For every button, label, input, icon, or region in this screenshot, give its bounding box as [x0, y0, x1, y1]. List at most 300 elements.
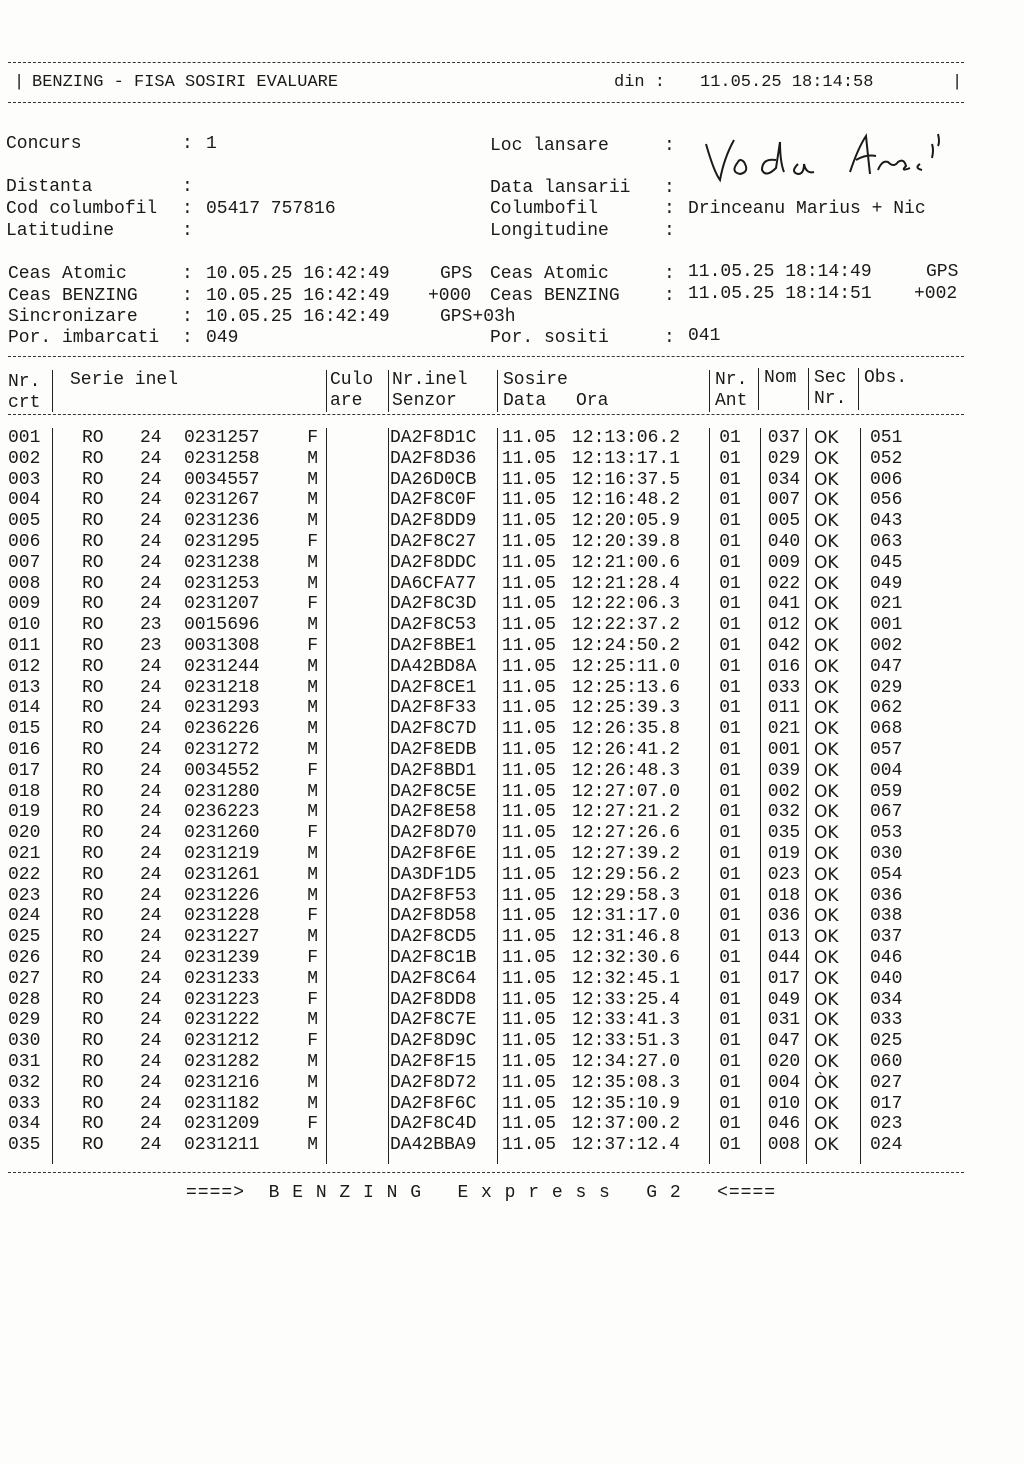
col-culoare-2: are: [330, 391, 363, 411]
table-row: [8, 553, 970, 574]
table-row: [8, 761, 970, 782]
table-row: [8, 449, 970, 470]
col-nr-1: Nr.: [8, 372, 41, 392]
ceas-benzing-start-value: 10.05.25 16:42:49: [206, 286, 390, 306]
row-number: 035: [8, 1135, 41, 1156]
table-row: [8, 657, 970, 678]
row-sex: M: [307, 864, 318, 885]
row-ant: 01: [719, 594, 741, 615]
row-sec: OK: [814, 927, 839, 948]
row-sex: M: [307, 656, 318, 677]
footer-banner: ====> B E N Z I N G E x p r e s s G 2 <====: [186, 1183, 777, 1203]
row-sensor-ring: DA2F8EDB: [390, 739, 477, 760]
row-number: 018: [8, 781, 41, 802]
col-separator: [758, 368, 759, 410]
row-ant: 01: [719, 781, 741, 802]
row-sec: OK: [814, 989, 839, 1010]
row-sensor-ring: DA26D0CB: [390, 469, 477, 490]
row-sensor-ring: DA3DF1D5: [390, 864, 477, 885]
row-ring-series: 0231238: [184, 552, 260, 573]
row-sensor-ring: DA2F8E58: [390, 802, 477, 823]
row-ring-series: 0231239: [184, 947, 260, 968]
arrivals-table: [8, 428, 970, 1156]
col-separator: [52, 370, 53, 412]
row-sex: F: [307, 906, 318, 927]
row-year: 24: [140, 428, 162, 448]
col-serie-inel: Serie inel: [70, 370, 179, 390]
row-sec: OK: [814, 615, 839, 636]
longitudine-colon: :: [664, 221, 675, 241]
row-ant: 01: [719, 448, 741, 469]
row-obs: 049: [870, 573, 903, 594]
row-ant: 01: [719, 719, 741, 740]
row-ring-series: 0231227: [184, 927, 260, 948]
table-row: [8, 1031, 970, 1052]
row-ring-series: 0231182: [184, 1093, 260, 1114]
row-country: RO: [82, 469, 104, 490]
row-arrival-time: 12:26:48.3: [572, 760, 681, 781]
colon: :: [182, 307, 193, 327]
row-sec: OK: [814, 864, 839, 885]
row-country: RO: [82, 511, 104, 532]
row-arrival-time: 12:33:51.3: [572, 1031, 681, 1052]
row-sensor-ring: DA2F8C64: [390, 968, 477, 989]
table-row: [8, 844, 970, 865]
distanta-label: Distanta: [6, 177, 93, 197]
row-country: RO: [82, 885, 104, 906]
table-row: [8, 1052, 970, 1073]
row-year: 24: [140, 677, 162, 698]
row-ring-series: 0231211: [184, 1135, 260, 1156]
row-color: [324, 1135, 386, 1156]
row-sex: M: [307, 698, 318, 719]
columbofil-label: Columbofil: [490, 199, 599, 219]
concurs-label: Concurs: [6, 134, 82, 154]
row-sex: F: [307, 428, 318, 448]
row-arrival-date: 11.05: [502, 573, 557, 594]
row-number: 009: [8, 594, 41, 615]
row-number: 014: [8, 698, 41, 719]
row-sex: F: [307, 947, 318, 968]
row-country: RO: [82, 760, 104, 781]
row-year: 24: [140, 927, 162, 948]
row-obs: 040: [870, 968, 903, 989]
col-nrinel-2: Senzor: [392, 391, 457, 411]
row-color: [324, 1010, 386, 1031]
row-ring-series: 0231219: [184, 843, 260, 864]
table-row: [8, 906, 970, 927]
ceas-atomic-start-label: Ceas Atomic: [8, 264, 127, 284]
row-arrival-date: 11.05: [502, 1114, 557, 1135]
table-row: [8, 802, 970, 823]
din-label: din :: [614, 73, 666, 92]
row-number: 004: [8, 490, 41, 511]
row-number: 030: [8, 1031, 41, 1052]
colon: :: [664, 264, 675, 284]
row-ring-series: 0231260: [184, 823, 260, 844]
data-lansarii-colon: :: [664, 178, 675, 198]
table-row: [8, 1010, 970, 1031]
row-sex: M: [307, 781, 318, 802]
row-sec: OK: [814, 947, 839, 968]
row-sec: OK: [814, 469, 839, 490]
row-ring-series: 0231253: [184, 573, 260, 594]
row-arrival-date: 11.05: [502, 656, 557, 677]
row-color: [324, 657, 386, 678]
ceas-benzing-end-value: 11.05.25 18:14:51: [688, 284, 872, 304]
latitudine-colon: :: [182, 221, 193, 241]
row-sec: OK: [814, 531, 839, 552]
sincronizare-label: Sincronizare: [8, 307, 138, 327]
col-culoare-1: Culo: [330, 370, 374, 390]
row-number: 016: [8, 739, 41, 760]
row-obs: 037: [870, 927, 903, 948]
row-sensor-ring: DA2F8D1C: [390, 428, 477, 448]
row-arrival-date: 11.05: [502, 968, 557, 989]
row-ant: 01: [719, 656, 741, 677]
row-sec: OK: [814, 968, 839, 989]
data-lansarii-label: Data lansarii: [490, 178, 631, 198]
row-number: 017: [8, 760, 41, 781]
row-ant: 01: [719, 428, 741, 448]
row-nom: 033: [767, 677, 801, 698]
row-number: 019: [8, 802, 41, 823]
table-row: [8, 511, 970, 532]
por-imbarcati-label: Por. imbarcati: [8, 328, 160, 348]
row-ring-series: 0034557: [184, 469, 260, 490]
row-country: RO: [82, 906, 104, 927]
table-row: [8, 490, 970, 511]
table-row: [8, 636, 970, 657]
colon: :: [182, 264, 193, 284]
row-country: RO: [82, 719, 104, 740]
row-sec: OK: [814, 698, 839, 719]
row-sensor-ring: DA42BBA9: [390, 1135, 477, 1156]
table-row: [8, 948, 970, 969]
row-sex: F: [307, 594, 318, 615]
row-color: [324, 844, 386, 865]
row-arrival-date: 11.05: [502, 719, 557, 740]
row-sensor-ring: DA2F8DD9: [390, 511, 477, 532]
row-color: [324, 636, 386, 657]
row-arrival-time: 12:32:30.6: [572, 947, 681, 968]
row-color: [324, 553, 386, 574]
row-obs: 001: [870, 615, 903, 636]
sincronizare-value: 10.05.25 16:42:49: [206, 307, 390, 327]
row-arrival-date: 11.05: [502, 1135, 557, 1156]
col-sec-2: Nr.: [814, 389, 847, 409]
row-year: 24: [140, 511, 162, 532]
row-sex: F: [307, 1031, 318, 1052]
row-country: RO: [82, 573, 104, 594]
row-color: [324, 1094, 386, 1115]
row-obs: 017: [870, 1093, 903, 1114]
row-nom: 037: [767, 428, 801, 448]
row-obs: 030: [870, 843, 903, 864]
row-sec: OK: [814, 1051, 839, 1072]
colon: :: [182, 328, 193, 348]
row-nom: 019: [767, 843, 801, 864]
row-sensor-ring: DA2F8C3D: [390, 594, 477, 615]
row-sec: OK: [814, 1135, 839, 1156]
row-color: [324, 1073, 386, 1094]
row-obs: 024: [870, 1135, 903, 1156]
row-ant: 01: [719, 615, 741, 636]
row-nom: 011: [767, 698, 801, 719]
row-arrival-date: 11.05: [502, 531, 557, 552]
row-obs: 006: [870, 469, 903, 490]
latitudine-label: Latitudine: [6, 221, 115, 241]
row-obs: 021: [870, 594, 903, 615]
row-sex: M: [307, 1051, 318, 1072]
row-arrival-time: 12:22:06.3: [572, 594, 681, 615]
col-obs: Obs.: [864, 368, 908, 388]
row-ant: 01: [719, 469, 741, 490]
row-ant: 01: [719, 968, 741, 989]
por-sositi-label: Por. sositi: [490, 328, 609, 348]
row-nom: 018: [767, 885, 801, 906]
row-sex: F: [307, 760, 318, 781]
col-sec-1: Sec: [814, 368, 847, 388]
row-sensor-ring: DA2F8C5E: [390, 781, 477, 802]
row-arrival-time: 12:37:12.4: [572, 1135, 681, 1156]
row-year: 24: [140, 594, 162, 615]
longitudine-label: Longitudine: [490, 221, 609, 241]
row-arrival-date: 11.05: [502, 1031, 557, 1052]
row-country: RO: [82, 656, 104, 677]
row-arrival-date: 11.05: [502, 552, 557, 573]
table-row: [8, 990, 970, 1011]
cod-columbofil-value: 05417 757816: [206, 199, 336, 219]
row-obs: 063: [870, 531, 903, 552]
row-sex: M: [307, 511, 318, 532]
row-color: [324, 594, 386, 615]
row-arrival-date: 11.05: [502, 947, 557, 968]
ceas-atomic-end-value: 11.05.25 18:14:49: [688, 262, 872, 282]
row-color: [324, 449, 386, 470]
row-number: 033: [8, 1093, 41, 1114]
sincronizare-suffix: GPS+03h: [440, 307, 516, 327]
row-year: 24: [140, 490, 162, 511]
row-sex: M: [307, 843, 318, 864]
table-row: [8, 1114, 970, 1135]
row-sec: OK: [814, 885, 839, 906]
row-arrival-time: 12:13:06.2: [572, 428, 681, 448]
col-sosire: Sosire: [503, 370, 568, 390]
row-country: RO: [82, 552, 104, 573]
row-nom: 041: [767, 594, 801, 615]
row-number: 032: [8, 1072, 41, 1093]
row-color: [324, 532, 386, 553]
row-obs: 029: [870, 677, 903, 698]
colon: :: [182, 286, 193, 306]
row-nom: 042: [767, 635, 801, 656]
row-sensor-ring: DA2F8C27: [390, 531, 477, 552]
row-color: [324, 761, 386, 782]
row-color: [324, 802, 386, 823]
row-ant: 01: [719, 1114, 741, 1135]
divider: [8, 356, 964, 357]
row-ant: 01: [719, 1093, 741, 1114]
row-ant: 01: [719, 552, 741, 573]
row-ant: 01: [719, 1051, 741, 1072]
row-arrival-date: 11.05: [502, 1072, 557, 1093]
row-country: RO: [82, 823, 104, 844]
table-row: [8, 1073, 970, 1094]
row-arrival-time: 12:26:41.2: [572, 739, 681, 760]
row-nom: 031: [767, 1010, 801, 1031]
row-ring-series: 0231209: [184, 1114, 260, 1135]
row-country: RO: [82, 531, 104, 552]
row-nom: 034: [767, 469, 801, 490]
row-ring-series: 0231218: [184, 677, 260, 698]
row-arrival-date: 11.05: [502, 677, 557, 698]
row-country: RO: [82, 802, 104, 823]
row-arrival-date: 11.05: [502, 698, 557, 719]
row-nom: 040: [767, 531, 801, 552]
row-color: [324, 865, 386, 886]
row-sec: OK: [814, 802, 839, 823]
row-ant: 01: [719, 531, 741, 552]
row-sex: M: [307, 1093, 318, 1114]
divider: [8, 102, 964, 103]
row-sec: OK: [814, 760, 839, 781]
row-color: [324, 678, 386, 699]
row-sensor-ring: DA2F8D9C: [390, 1031, 477, 1052]
row-sec: OK: [814, 739, 839, 760]
row-sex: M: [307, 1135, 318, 1156]
row-sec: OK: [814, 677, 839, 698]
row-year: 24: [140, 864, 162, 885]
row-arrival-date: 11.05: [502, 927, 557, 948]
row-ring-series: 0231257: [184, 428, 260, 448]
table-row: [8, 678, 970, 699]
row-country: RO: [82, 615, 104, 636]
col-sosire-ora: Ora: [576, 391, 609, 411]
row-nom: 002: [767, 781, 801, 802]
row-year: 24: [140, 760, 162, 781]
row-country: RO: [82, 677, 104, 698]
row-year: 24: [140, 469, 162, 490]
row-ring-series: 0231228: [184, 906, 260, 927]
row-number: 003: [8, 469, 41, 490]
row-arrival-time: 12:33:25.4: [572, 989, 681, 1010]
table-row: [8, 886, 970, 907]
row-sec: OK: [814, 1010, 839, 1031]
row-obs: 043: [870, 511, 903, 532]
row-arrival-time: 12:27:21.2: [572, 802, 681, 823]
row-nom: 009: [767, 552, 801, 573]
row-obs: 067: [870, 802, 903, 823]
row-obs: 062: [870, 698, 903, 719]
row-color: [324, 1114, 386, 1135]
row-year: 24: [140, 823, 162, 844]
row-color: [324, 490, 386, 511]
row-country: RO: [82, 781, 104, 802]
row-color: [324, 719, 386, 740]
row-color: [324, 428, 386, 449]
cod-columbofil-label: Cod columbofil: [6, 199, 158, 219]
row-ring-series: 0231212: [184, 1031, 260, 1052]
row-arrival-date: 11.05: [502, 843, 557, 864]
row-sex: F: [307, 1114, 318, 1135]
row-country: RO: [82, 1051, 104, 1072]
row-number: 007: [8, 552, 41, 573]
row-ring-series: 0034552: [184, 760, 260, 781]
row-nom: 007: [767, 490, 801, 511]
row-arrival-time: 12:32:45.1: [572, 968, 681, 989]
table-row: [8, 823, 970, 844]
row-arrival-date: 11.05: [502, 490, 557, 511]
row-sex: M: [307, 968, 318, 989]
row-ant: 01: [719, 573, 741, 594]
row-nom: 017: [767, 968, 801, 989]
table-row: [8, 594, 970, 615]
row-sex: M: [307, 448, 318, 469]
row-sec: OK: [814, 448, 839, 469]
row-arrival-date: 11.05: [502, 615, 557, 636]
row-ring-series: 0231216: [184, 1072, 260, 1093]
row-arrival-time: 12:35:08.3: [572, 1072, 681, 1093]
row-number: 015: [8, 719, 41, 740]
row-ring-series: 0231282: [184, 1051, 260, 1072]
row-number: 025: [8, 927, 41, 948]
row-arrival-date: 11.05: [502, 469, 557, 490]
table-row: [8, 865, 970, 886]
row-ant: 01: [719, 947, 741, 968]
row-sec: OK: [814, 594, 839, 615]
row-sec: OK: [814, 656, 839, 677]
row-nom: 005: [767, 511, 801, 532]
row-ring-series: 0231295: [184, 531, 260, 552]
row-nom: 004: [767, 1072, 801, 1093]
row-arrival-time: 12:20:39.8: [572, 531, 681, 552]
header-bar-left: |: [14, 73, 25, 92]
row-sensor-ring: DA2F8F33: [390, 698, 477, 719]
divider: [8, 62, 964, 63]
row-sensor-ring: DA2F8DDC: [390, 552, 477, 573]
row-nom: 049: [767, 989, 801, 1010]
col-nr-2: crt: [8, 393, 41, 413]
col-separator: [326, 370, 327, 412]
row-sensor-ring: DA2F8D36: [390, 448, 477, 469]
row-number: 008: [8, 573, 41, 594]
row-sex: M: [307, 802, 318, 823]
row-sex: F: [307, 989, 318, 1010]
row-number: 028: [8, 989, 41, 1010]
row-ring-series: 0231223: [184, 989, 260, 1010]
row-year: 24: [140, 698, 162, 719]
row-arrival-time: 12:27:26.6: [572, 823, 681, 844]
row-year: 24: [140, 1010, 162, 1031]
row-ant: 01: [719, 864, 741, 885]
row-country: RO: [82, 490, 104, 511]
columbofil-colon: :: [664, 199, 675, 219]
row-nom: 039: [767, 760, 801, 781]
row-arrival-time: 12:13:17.1: [572, 448, 681, 469]
row-number: 029: [8, 1010, 41, 1031]
row-year: 24: [140, 719, 162, 740]
row-ant: 01: [719, 802, 741, 823]
din-value: 11.05.25 18:14:58: [700, 73, 874, 92]
table-row: [8, 927, 970, 948]
sheet-title: BENZING - FISA SOSIRI EVALUARE: [32, 73, 339, 92]
loc-lansare-colon: :: [664, 136, 675, 156]
row-sec: OK: [814, 490, 839, 511]
row-obs: 038: [870, 906, 903, 927]
row-ant: 01: [719, 843, 741, 864]
row-arrival-time: 12:31:46.8: [572, 927, 681, 948]
